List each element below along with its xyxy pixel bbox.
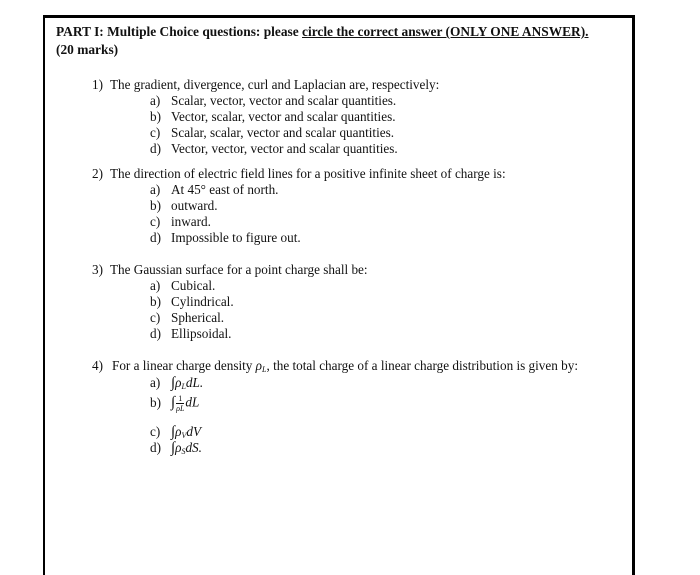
question-4-option-c[interactable]: c) $\int\rho_VdV$ bbox=[150, 424, 201, 440]
marks-label: (20 marks) bbox=[56, 42, 119, 57]
question-2-option-c[interactable]: c) inward. bbox=[150, 214, 211, 229]
question-2-option-a[interactable]: a) At 45° east of north. bbox=[150, 182, 279, 197]
question-2-option-b[interactable]: b) outward. bbox=[150, 198, 218, 213]
question-3-option-d[interactable]: d) Ellipsoidal. bbox=[150, 326, 232, 341]
question-1-option-a[interactable]: a) Scalar, vector, vector and scalar quantities. bbox=[150, 93, 397, 108]
fraction: $\frac{1}{\rho L}$ bbox=[176, 394, 185, 413]
question-4-option-b[interactable]: b) ∫ $\frac{1}{\rho L}$ dL bbox=[150, 394, 200, 413]
question-4-number: 4) bbox=[92, 358, 103, 373]
section-heading: PART I: Multiple Choice questions: please circle the correct answer (ONLY ONE ANSWER). bbox=[56, 24, 589, 39]
question-2-text: The direction of electric field lines for a positive infinite sheet of charge is: bbox=[110, 166, 506, 181]
question-1-text: The gradient, divergence, curl and Laplacian are, respectively: bbox=[110, 77, 440, 92]
question-4-text: For a linear charge density $\rho_L$, the total charge of a linear charge distribution is given by: bbox=[112, 358, 578, 374]
question-3-option-a[interactable]: a) Cubical. bbox=[150, 278, 216, 293]
question-1-option-b[interactable]: b) Vector, scalar, vector and scalar quantities. bbox=[150, 109, 396, 124]
question-4-option-d[interactable]: d) $\int\rho_SdS$. bbox=[150, 440, 202, 456]
question-2-number: 2) bbox=[92, 166, 103, 181]
question-3-number: 3) bbox=[92, 262, 103, 277]
instruction-underlined: circle the correct answer (ONLY ONE ANSWER). bbox=[302, 24, 589, 39]
question-3-option-c[interactable]: c) Spherical. bbox=[150, 310, 225, 325]
question-1-option-d[interactable]: d) Vector, vector, vector and scalar quantities. bbox=[150, 141, 398, 156]
question-1-option-c[interactable]: c) Scalar, scalar, vector and scalar quantities. bbox=[150, 125, 395, 140]
question-1-number: 1) bbox=[92, 77, 103, 92]
question-2-option-d[interactable]: d) Impossible to figure out. bbox=[150, 230, 301, 245]
question-3-text: The Gaussian surface for a point charge shall be: bbox=[110, 262, 368, 277]
question-3-option-b[interactable]: b) Cylindrical. bbox=[150, 294, 234, 309]
question-4-option-a[interactable]: a) $\int\rho_LdL$. bbox=[150, 375, 204, 391]
